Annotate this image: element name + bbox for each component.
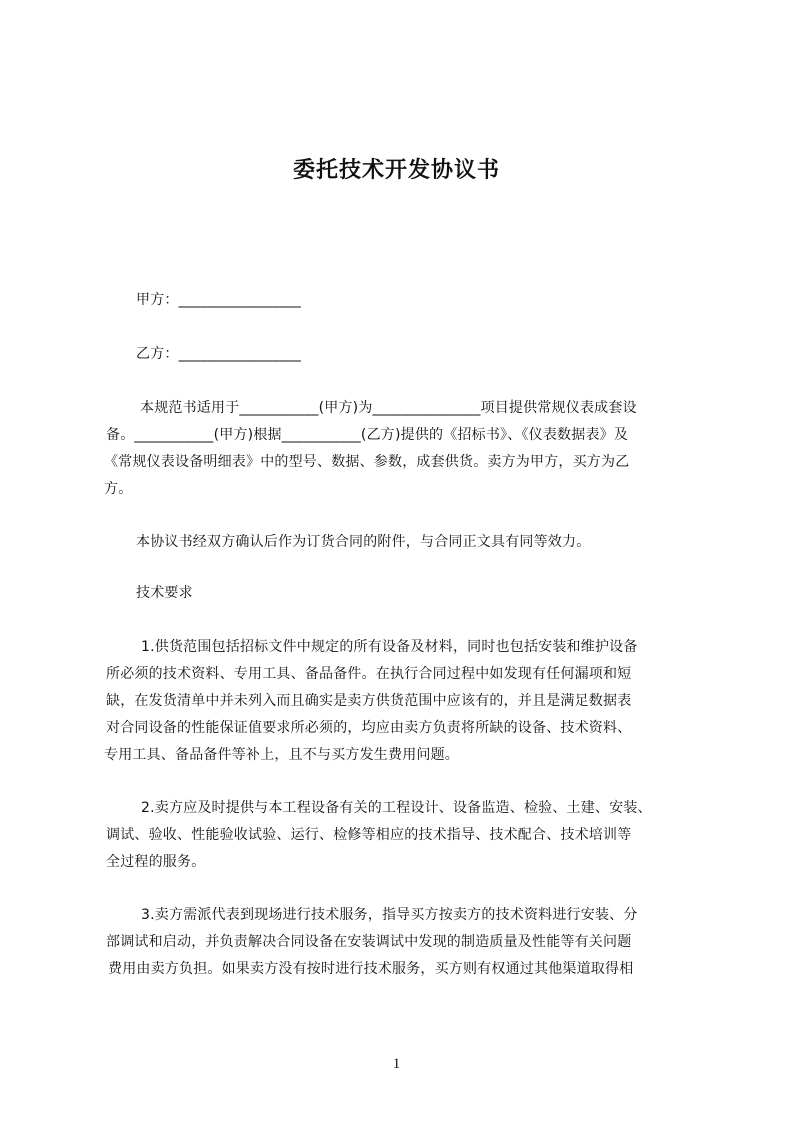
clause-line: 全过程的服务。 [106,854,206,870]
clause-line: 2.卖方应及时提供与本工程设备有关的工程设计、设备监造、检验、土建、安装、 [141,800,652,816]
clause-line: 调试、验收、性能验收试验、运行、检修等相应的技术指导、技术配合、技术培训等 [106,827,632,843]
clause-line: 部调试和启动，并负责解决合同设备在安装调试中发现的制造质量及性能等有关问题 [106,934,632,950]
intro-line: 备。___________(甲方)根据___________(乙方)提供的《招标书》、《仪表数据表》及 [106,427,629,443]
clause-line: 专用工具、备品备件等补上，且不与买方发生费用问题。 [104,747,459,763]
clause-line: 3.卖方需派代表到现场进行技术服务，指导买方按卖方的技术资料进行安装、分 [141,907,638,923]
appendix-statement: 本协议书经双方确认后作为订货合同的附件，与合同正文具有同等效力。 [136,534,591,550]
clause-line: 对合同设备的性能保证值要求所必须的，均应由卖方负责将所缺的设备、技术资料、 [106,720,632,736]
clause-line: 1.供货范围包括招标文件中规定的所有设备及材料，同时也包括安装和维护设备 [141,639,638,655]
page-number: 1 [392,1056,401,1072]
party-a-field: 甲方：_________________ [136,292,301,308]
party-b-field: 乙方：_________________ [136,346,301,362]
document-title: 委托技术开发协议书 [292,157,500,183]
intro-line: 方。 [104,481,133,497]
technical-requirements-heading: 技术要求 [136,585,193,601]
intro-line: 本规范书适用于___________(甲方)为_______________项目提供常规仪表成套设 [140,400,637,416]
clause-line: 缺，在发货清单中并未列入而且确实是卖方供货范围中应该有的，并且是满足数据表 [106,693,632,709]
clause-line: 所必须的技术资料、专用工具、备品备件。在执行合同过程中如发现有任何漏项和短 [106,666,632,682]
intro-line: 《常规仪表设备明细表》中的型号、数据、参数，成套供货。卖方为甲方，买方为乙 [104,454,630,470]
clause-line: 费用由卖方负担。如果卖方没有按时进行技术服务，买方则有权通过其他渠道取得相 [108,961,634,977]
